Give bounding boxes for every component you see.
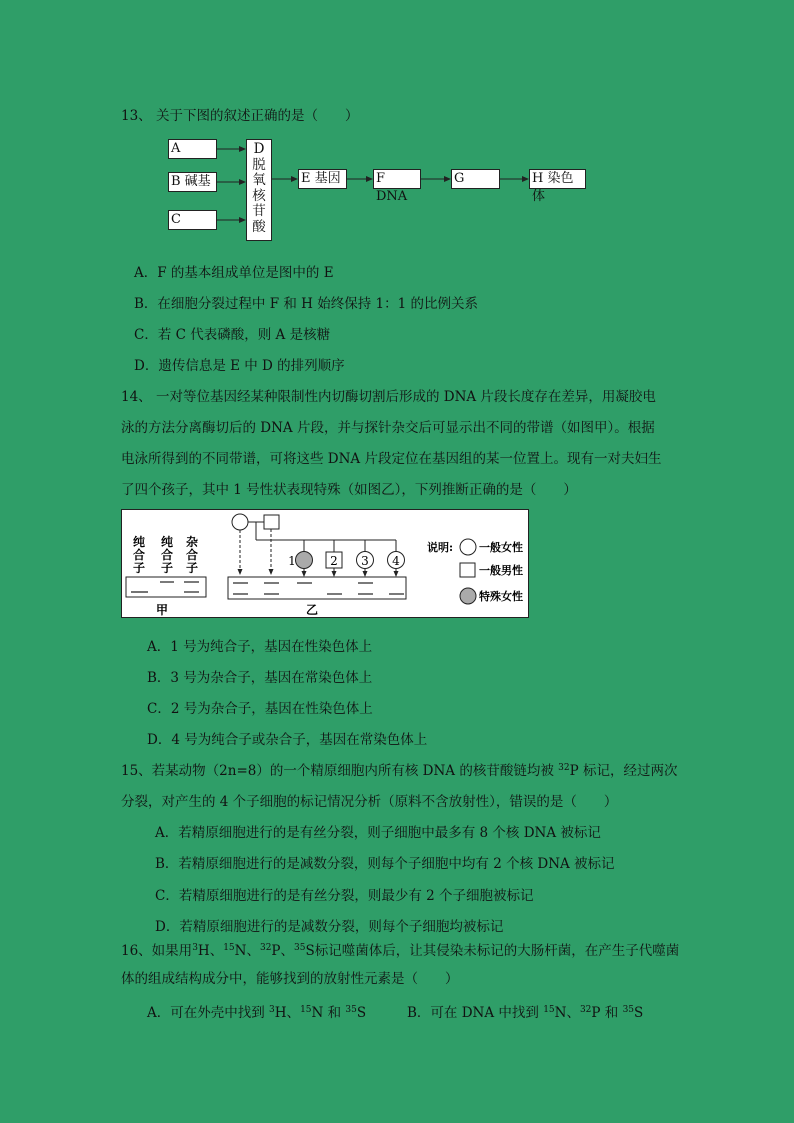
child-2-label: 2 [330,554,338,568]
q15-option-b: B．若精原细胞进行的是减数分裂，则每个子细胞中均有 2 个核 DNA 被标记 [155,856,615,872]
q14-line-4: 了四个孩子，其中 1 号性状表现特殊（如图乙），下列推断正确的是（ ） [121,482,577,498]
isotope-superscript: 32 [558,763,570,773]
jia-col1-char: 子 [132,561,146,575]
q14-option-d: D．4 号为纯合子或杂合子，基因在常染色体上 [147,732,428,748]
jia-col1-char: 合 [132,548,146,562]
jia-col1-char: 纯 [132,535,146,549]
node-d [246,139,272,241]
q16-text: P 和 [591,1005,623,1021]
q14-option-c: C．2 号为杂合子，基因在性染色体上 [147,701,373,717]
node-d-char: 酸 [252,218,266,235]
q13-option-d: D．遗传信息是 E 中 D 的排列顺序 [134,358,345,374]
q14-figure [121,509,529,618]
yi-gel [228,577,406,599]
label-yi: 乙 [305,603,319,617]
q15-option-a: A．若精原细胞进行的是有丝分裂，则子细胞中最多有 8 个核 DNA 被标记 [155,825,601,841]
legend-special-label: 特殊女性 [479,590,523,603]
q16-text: B．可在 DNA 中找到 [407,1005,544,1021]
jia-headers [133,534,198,575]
jia-col3-char: 子 [185,561,199,575]
q15-line-1 [121,759,677,779]
q14-line-1: 14、 一对等位基因经某种限制性内切酶切割后形成的 DNA 片段长度存在差异，用凝胶电 [121,389,656,405]
isotope-superscript: 32 [579,1005,592,1015]
child-3-label: 3 [361,554,369,568]
q13-stem: 13、 关于下图的叙述正确的是（ ） [121,108,359,124]
isotope-superscript: 35 [294,943,306,953]
q16-text: S标记噬菌体后，让其侵染未标记的大肠杆菌，在产生子代噬菌 [305,943,680,959]
q16-line-2: 体的组成结构成分中，能够找到的放射性元素是（ ） [121,971,459,987]
q16-text: 16、如果用 [121,943,193,959]
legend-male-label: 一般男性 [479,564,523,577]
father-symbol [264,515,279,529]
node-d-char: 脱 [252,156,266,173]
q16-text: H、 [197,943,224,959]
legend-male-icon [460,563,475,577]
jia-col2-char: 纯 [160,535,174,549]
q16-option-b [407,1001,643,1021]
diagram-arrows [0,0,794,260]
legend-title: 说明: [427,541,454,554]
q15-text: 15、若某动物（2n=8）的一个精原细胞内所有核 DNA 的核苷酸链均被 [121,763,559,779]
q16-text: S [634,1005,644,1021]
q16-text: S [356,1005,367,1021]
jia-gel [126,577,206,597]
isotope-superscript: 3 [269,1005,275,1015]
isotope-superscript: 15 [543,1005,555,1015]
jia-col2-char: 合 [160,548,174,562]
isotope-superscript: 35 [345,1005,357,1015]
q16-line-1 [121,939,679,959]
q15-option-c: C．若精原细胞进行的是有丝分裂，则最少有 2 个子细胞被标记 [155,888,534,904]
jia-col3-char: 杂 [185,535,199,549]
q14-option-a: A．1 号为纯合子，基因在性染色体上 [147,639,373,655]
isotope-superscript: 3 [192,943,198,953]
label-jia: 甲 [155,603,169,617]
q16-text: A．可在外壳中找到 [147,1005,270,1021]
child-4-label: 4 [392,554,400,568]
isotope-superscript: 32 [259,943,272,953]
legend-female-icon [460,539,476,555]
q16-text: N、 [234,943,260,959]
q16-text: H、 [274,1005,301,1021]
node-d-char: 苷 [252,203,266,219]
q16-option-a [147,1001,366,1021]
isotope-superscript: 15 [223,943,235,953]
isotope-superscript: 15 [300,1005,312,1015]
q15-line-2: 分裂，对产生的 4 个子细胞的标记情况分析（原料不含放射性），错误的是（ ） [121,794,618,810]
node-d-char: D [253,141,265,157]
node-e: E 基因 [298,169,347,189]
q16-text: N、 [554,1005,580,1021]
mother-symbol [232,514,248,530]
child-1-symbol [296,552,313,569]
node-a: A [168,139,217,159]
legend-special-icon [460,588,476,604]
node-h: H 染色体 [529,169,586,189]
node-b: B 碱基 [168,172,217,192]
node-g: G [451,169,500,189]
q14-line-3: 电泳所得到的不同带谱，可将这些 DNA 片段定位在基因组的某一位置上。现有一对夫妇生 [121,451,662,467]
q14-line-2: 泳的方法分离酶切后的 DNA 片段，并与探针杂交后可显示出不同的带谱（如图甲）。根据 [121,420,655,436]
q13-option-c: C．若 C 代表磷酸，则 A 是核糖 [134,327,331,343]
node-c: C [168,210,217,230]
jia-col2-char: 子 [160,561,174,575]
node-d-char: 氧 [252,172,266,188]
q13-option-b: B．在细胞分裂过程中 F 和 H 始终保持 1：1 的比例关系 [134,296,478,312]
jia-col3-char: 合 [185,548,199,562]
q16-text: P、 [271,943,295,959]
node-d-char: 核 [252,187,266,204]
q16-text: N 和 [311,1005,346,1021]
node-f: F DNA [373,169,421,189]
child-1-label: 1 [288,554,296,568]
q15-option-d: D．若精原细胞进行的是减数分裂，则每个子细胞均被标记 [155,919,504,935]
q13-option-a: A．F 的基本组成单位是图中的 E [134,265,334,281]
q14-option-b: B．3 号为杂合子，基因在常染色体上 [147,670,373,686]
q15-text: P 标记，经过两次 [569,763,678,779]
legend-female-label: 一般女性 [479,541,523,554]
isotope-superscript: 35 [622,1005,635,1015]
